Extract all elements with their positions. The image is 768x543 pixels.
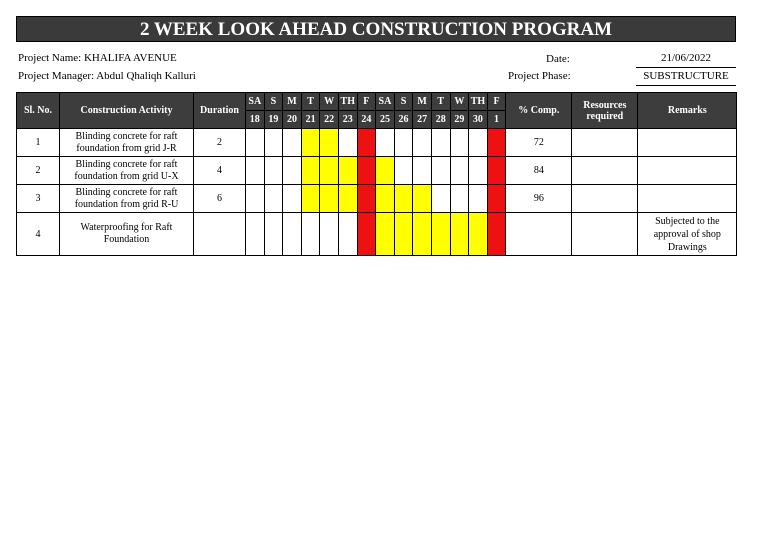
header-remarks: Remarks — [638, 93, 737, 129]
date-header: 21 — [301, 111, 320, 129]
weekday-header: S — [394, 93, 413, 111]
day-cell — [246, 213, 265, 256]
day-cell — [431, 185, 450, 213]
page-title: 2 WEEK LOOK AHEAD CONSTRUCTION PROGRAM — [16, 16, 736, 42]
scheduled-day-cell — [394, 185, 413, 213]
weekday-header: TH — [338, 93, 357, 111]
row-activity: Blinding concrete for raft foundation from grid J-R — [60, 129, 194, 157]
date-header: 24 — [357, 111, 376, 129]
day-cell — [320, 213, 339, 256]
scheduled-day-cell — [376, 157, 395, 185]
weekday-header: F — [487, 93, 506, 111]
weekday-header: TH — [469, 93, 488, 111]
row-sl-no: 2 — [17, 157, 60, 185]
day-cell — [246, 185, 265, 213]
day-cell — [338, 213, 357, 256]
header-percent-complete: % Comp. — [506, 93, 572, 129]
date-header: 25 — [376, 111, 395, 129]
row-remarks: Subjected to the approval of shop Drawings — [638, 213, 737, 256]
day-cell — [413, 129, 432, 157]
row-duration: 6 — [194, 185, 246, 213]
date-header: 18 — [246, 111, 265, 129]
table-row — [17, 157, 737, 185]
table-row — [17, 129, 737, 157]
row-percent-complete: 84 — [506, 157, 572, 185]
date-header: 22 — [320, 111, 339, 129]
row-sl-no: 4 — [17, 213, 60, 256]
date-label: Date: — [546, 53, 570, 65]
scheduled-day-cell — [469, 213, 488, 256]
date-underline — [636, 67, 736, 68]
weekday-header: T — [431, 93, 450, 111]
row-remarks — [638, 129, 737, 157]
friday-cell — [487, 129, 506, 157]
row-percent-complete: 72 — [506, 129, 572, 157]
weekday-header: T — [301, 93, 320, 111]
day-cell — [450, 157, 469, 185]
friday-cell — [357, 185, 376, 213]
row-sl-no: 1 — [17, 129, 60, 157]
day-cell — [283, 185, 302, 213]
scheduled-day-cell — [301, 157, 320, 185]
project-name: Project Name: KHALIFA AVENUE — [18, 52, 177, 64]
date-header: 20 — [283, 111, 302, 129]
header-duration: Duration — [194, 93, 246, 129]
row-activity: Blinding concrete for raft foundation from grid R-U — [60, 185, 194, 213]
date-header: 30 — [469, 111, 488, 129]
weekday-header: M — [413, 93, 432, 111]
day-cell — [301, 213, 320, 256]
date-header: 27 — [413, 111, 432, 129]
scheduled-day-cell — [301, 129, 320, 157]
date-value: 21/06/2022 — [660, 52, 712, 64]
row-duration: 2 — [194, 129, 246, 157]
day-cell — [431, 157, 450, 185]
scheduled-day-cell — [431, 213, 450, 256]
schedule-table — [16, 92, 737, 256]
day-cell — [283, 213, 302, 256]
row-remarks — [638, 157, 737, 185]
scheduled-day-cell — [376, 185, 395, 213]
weekday-header: S — [264, 93, 283, 111]
date-header: 19 — [264, 111, 283, 129]
row-duration: 4 — [194, 157, 246, 185]
scheduled-day-cell — [376, 213, 395, 256]
phase-underline — [636, 85, 736, 86]
scheduled-day-cell — [394, 213, 413, 256]
weekday-header: F — [357, 93, 376, 111]
day-cell — [246, 157, 265, 185]
row-sl-no: 3 — [17, 185, 60, 213]
day-cell — [338, 129, 357, 157]
row-percent-complete — [506, 213, 572, 256]
weekday-header: SA — [246, 93, 265, 111]
date-header: 23 — [338, 111, 357, 129]
row-activity: Blinding concrete for raft foundation from grid U-X — [60, 157, 194, 185]
project-manager: Project Manager: Abdul Qhaliqh Kalluri — [18, 70, 196, 82]
day-cell — [469, 129, 488, 157]
day-cell — [264, 185, 283, 213]
row-resources — [572, 185, 638, 213]
weekday-header: SA — [376, 93, 395, 111]
row-resources — [572, 157, 638, 185]
row-resources — [572, 129, 638, 157]
day-cell — [283, 157, 302, 185]
scheduled-day-cell — [320, 185, 339, 213]
weekday-header: M — [283, 93, 302, 111]
date-header: 26 — [394, 111, 413, 129]
table-row — [17, 213, 737, 256]
day-cell — [246, 129, 265, 157]
day-cell — [394, 157, 413, 185]
day-cell — [469, 157, 488, 185]
day-cell — [264, 129, 283, 157]
phase-label: Project Phase: — [508, 70, 571, 82]
date-header: 28 — [431, 111, 450, 129]
day-cell — [450, 129, 469, 157]
header-activity: Construction Activity — [60, 93, 194, 129]
scheduled-day-cell — [413, 213, 432, 256]
day-cell — [394, 129, 413, 157]
scheduled-day-cell — [320, 157, 339, 185]
day-cell — [450, 185, 469, 213]
row-percent-complete: 96 — [506, 185, 572, 213]
table-row — [17, 185, 737, 213]
day-cell — [376, 129, 395, 157]
day-cell — [469, 185, 488, 213]
scheduled-day-cell — [338, 157, 357, 185]
day-cell — [413, 157, 432, 185]
scheduled-day-cell — [413, 185, 432, 213]
scheduled-day-cell — [450, 213, 469, 256]
header-sl-no: Sl. No. — [17, 93, 60, 129]
phase-value: SUBSTRUCTURE — [643, 70, 729, 82]
scheduled-day-cell — [320, 129, 339, 157]
friday-cell — [357, 129, 376, 157]
friday-cell — [487, 157, 506, 185]
day-cell — [283, 129, 302, 157]
friday-cell — [357, 157, 376, 185]
scheduled-day-cell — [301, 185, 320, 213]
date-header: 29 — [450, 111, 469, 129]
date-header: 1 — [487, 111, 506, 129]
friday-cell — [487, 213, 506, 256]
row-activity: Waterproofing for Raft Foundation — [60, 213, 194, 256]
row-duration — [194, 213, 246, 256]
weekday-header: W — [450, 93, 469, 111]
header-resources: Resources required — [572, 93, 638, 129]
day-cell — [264, 157, 283, 185]
friday-cell — [357, 213, 376, 256]
day-cell — [431, 129, 450, 157]
scheduled-day-cell — [338, 185, 357, 213]
day-cell — [264, 213, 283, 256]
weekday-header: W — [320, 93, 339, 111]
row-remarks — [638, 185, 737, 213]
row-resources — [572, 213, 638, 256]
friday-cell — [487, 185, 506, 213]
